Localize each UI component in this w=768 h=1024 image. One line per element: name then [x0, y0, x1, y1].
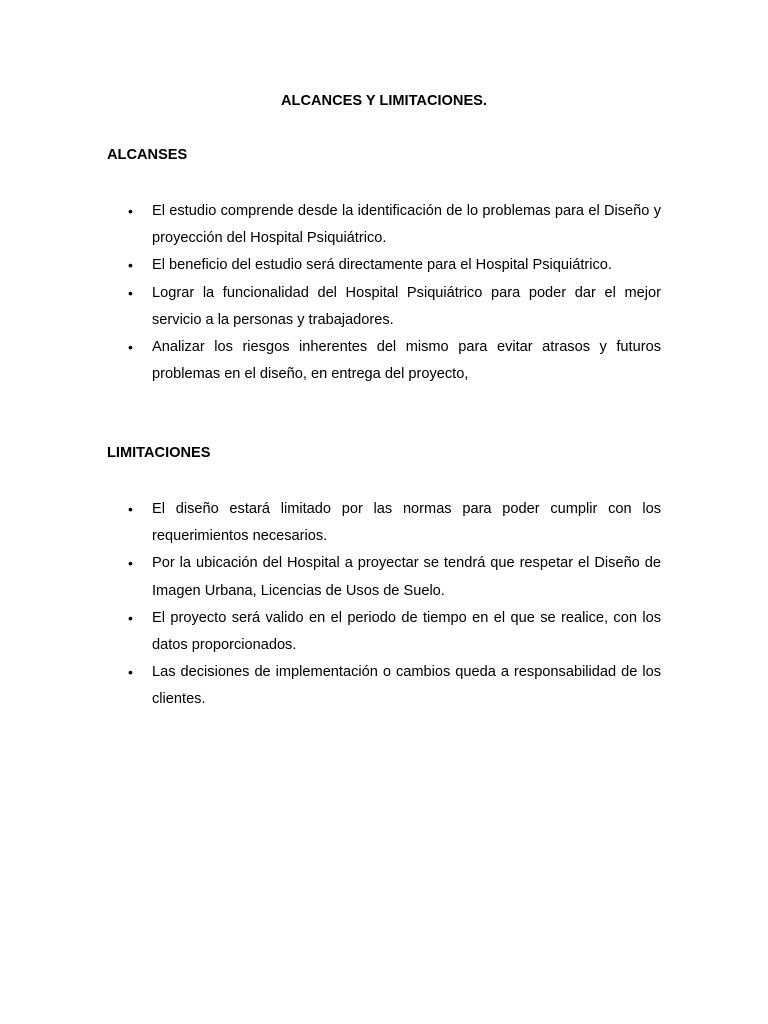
- list-item-text: Por la ubicación del Hospital a proyectar se tendrá que respetar el Diseño de Imagen Urbana, Licencias de Usos de Suelo.: [152, 555, 661, 599]
- list-item: [0, 496, 661, 550]
- bullet-icon: •: [128, 284, 133, 301]
- list-item-text: El proyecto será valido en el periodo de tiempo en el que se realice, con los datos proporcionados.: [152, 609, 661, 654]
- section-heading-limitaciones: LIMITACIONES: [107, 445, 211, 461]
- list-item: [0, 252, 661, 279]
- list-item-text: El estudio comprende desde la identificación de lo problemas para el Diseño y proyección del Hospital Psiquiátrico.: [152, 203, 661, 247]
- bullet-icon: •: [128, 664, 133, 681]
- alcances-list: [0, 198, 768, 388]
- bullet-icon: •: [128, 339, 133, 356]
- list-item-text: Las decisiones de implementación o cambios queda a responsabilidad de los clientes.: [152, 664, 661, 708]
- list-item-text: El diseño estará limitado por las normas para poder cumplir con los requerimientos necesarios.: [152, 501, 661, 545]
- bullet-icon: •: [128, 203, 133, 219]
- limitaciones-list: [0, 496, 768, 714]
- list-item: [0, 198, 661, 252]
- list-item: [0, 334, 661, 388]
- document-title: ALCANCES Y LIMITACIONES.: [281, 93, 487, 109]
- bullet-icon: •: [128, 609, 133, 626]
- list-item-text: Analizar los riesgos inherentes del mismo para evitar atrasos y futuros problemas en el diseño, en entrega del proyecto,: [152, 339, 661, 383]
- bullet-icon: •: [128, 501, 133, 517]
- section-heading-alcances: ALCANSES: [107, 147, 188, 163]
- bullet-icon: •: [128, 257, 133, 274]
- bullet-icon: •: [128, 555, 133, 572]
- list-item-text: El beneficio del estudio será directamente para el Hospital Psiquiátrico.: [152, 257, 612, 274]
- list-item: [0, 659, 661, 713]
- list-item: [0, 605, 661, 659]
- list-item: [0, 280, 661, 334]
- list-item-text: Lograr la funcionalidad del Hospital Psiquiátrico para poder dar el mejor servicio a la personas y trabajadores.: [152, 284, 661, 328]
- list-item: [0, 550, 661, 604]
